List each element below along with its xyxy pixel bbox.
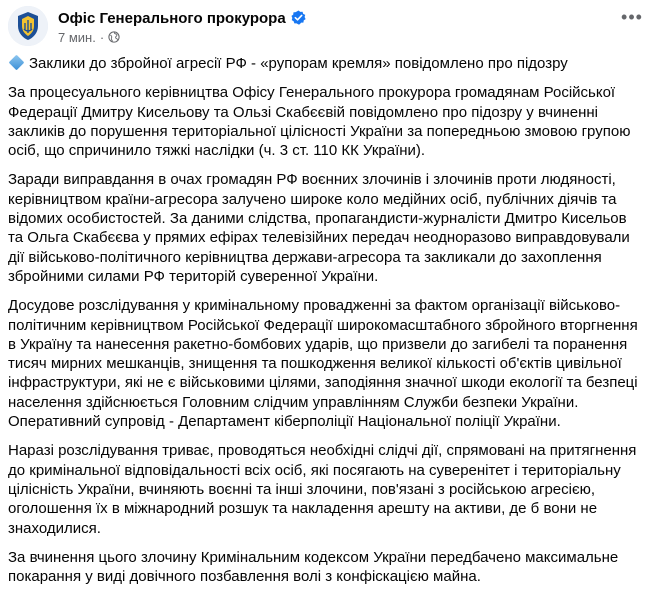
- page-avatar[interactable]: [8, 6, 48, 46]
- post-title-text: Заклики до збройної агресії РФ - «рупорам кремля» повідомлено про підозру: [29, 55, 568, 72]
- post-paragraph: За процесуального керівництва Офісу Генерального прокурора громадянам Російської Федерації Дмитру Кисельову та Ользі Скабєєвій повідомлено про підозру у вчиненні закликів до порушення територіальної цілісності України за попередньою змовою групою осіб, що спричинило тяжкі наслідки (ч. 3 ст. 110 КК України).: [8, 84, 631, 160]
- meta-separator: ·: [99, 30, 105, 45]
- post-paragraph: Наразі розслідування триває, проводяться необхідні слідчі дії, спрямовані на притягнення до кримінальної відповідальності всіх осіб, які посягають на суверенітет і територіальну цілісність України, вчиняють воєнні та інші злочини, пов'язані з російською агресією, оголошення їх в міжнародний розшук та накладення арешту на активи, де б вони не знаходилися.: [8, 442, 637, 537]
- post-paragraph: Досудове розслідування у кримінальному провадженні за фактом організації військово-політичним керівництвом Російської Федерації широкомасштабного збройного вторгнення в Україну та нанесення ракетно-бомбових ударів, що призвели до загибелі та поранення тисяч мирних мешканців, знищення та пошкодження великої кількості об'єктів цивільної інфраструктури, які не є військовими цілями, заподіяння значної шкоди екології та безпеці населення здійснюється Головним слідчим управлінням Служби безпеки України. Оперативний супровід - Департамент кіберполіції Національної поліції України.: [8, 297, 638, 431]
- prosecutor-emblem-icon: [8, 6, 48, 46]
- post-title: [8, 54, 644, 73]
- post-timestamp[interactable]: 7 мин.: [58, 30, 96, 45]
- verified-badge-icon: [291, 10, 306, 25]
- post-meta: [58, 30, 120, 45]
- page-name-text[interactable]: Офіс Генерального прокурора: [58, 10, 286, 27]
- blue-diamond-icon: [9, 55, 25, 71]
- post-header: [0, 0, 656, 56]
- more-options-icon[interactable]: •••: [621, 7, 643, 27]
- post-body: [8, 54, 644, 596]
- page-name-link[interactable]: [58, 10, 306, 27]
- post-paragraph: Заради виправдання в очах громадян РФ воєнних злочинів і злочинів проти людяності, керівництвом країни-агресора залучено широке коло медійних осіб, публічних діячів та відомих особистостей. За даними слідства, пропагандисти-журналісти Дмитро Кисельов та Ольга Скабєєва у прямих ефірах телевізійних передач неодноразово виправдовували дії військово-політичного керівництва держави-агресора та закликали до захоплення збройними силами РФ територій суверенної України.: [8, 171, 630, 285]
- post-paragraph: За вчинення цього злочину Кримінальним кодексом України передбачено максимальне покарання у виді довічного позбавлення волі з конфіскацією майна.: [8, 548, 619, 586]
- globe-icon[interactable]: [108, 31, 120, 43]
